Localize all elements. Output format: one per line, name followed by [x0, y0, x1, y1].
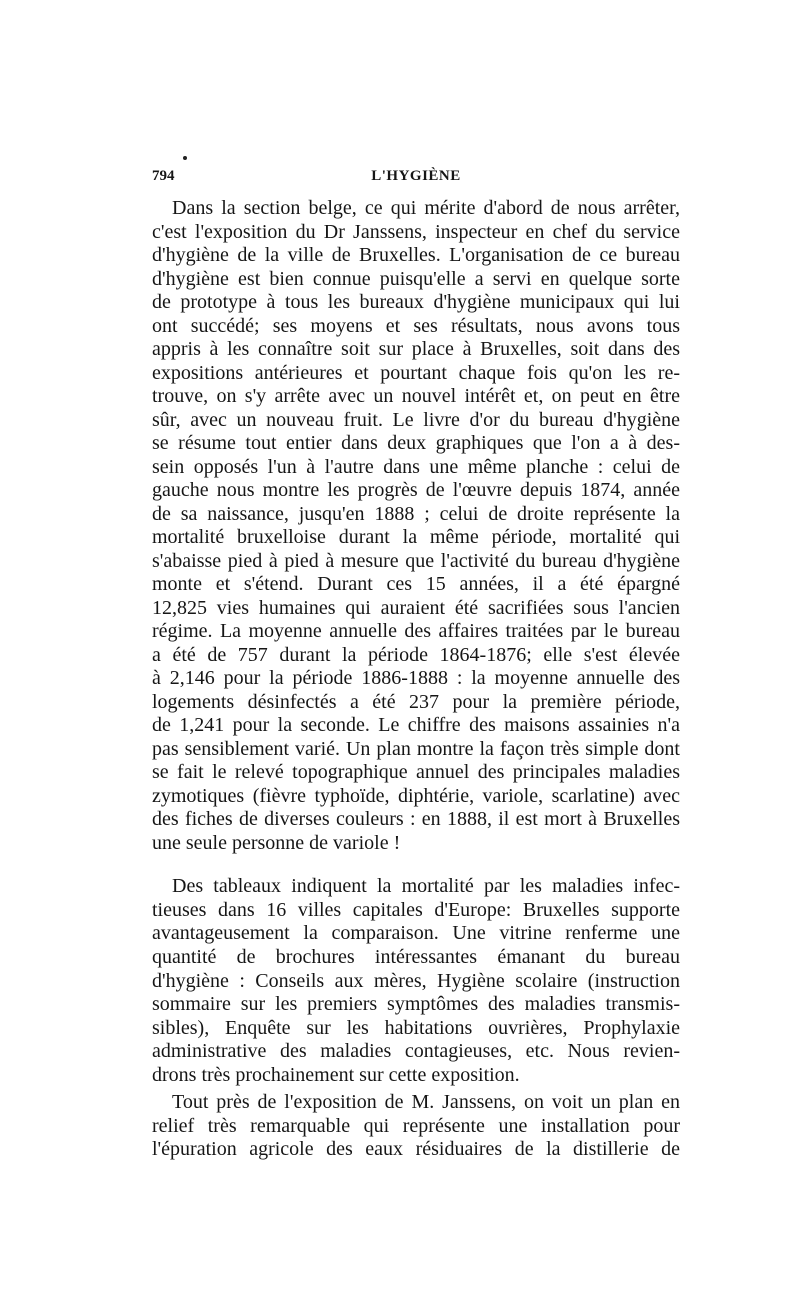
paragraph-spacing: [152, 855, 680, 875]
text-line: appris à les connaître soit sur place à Bruxelles, soit dans des: [152, 338, 680, 361]
text-line: monte et s'étend. Durant ces 15 années, il a été épargné: [152, 573, 680, 596]
text-line: l'épuration agricole des eaux résiduaires de la distillerie de: [152, 1138, 680, 1161]
text-line: gauche nous montre les progrès de l'œuvre depuis 1874, année: [152, 479, 680, 502]
page-number: 794: [152, 168, 175, 184]
ink-speck: [183, 156, 187, 160]
text-line: de sa naissance, jusqu'en 1888 ; celui de droite représente la: [152, 502, 680, 525]
text-line: zymotiques (fièvre typhoïde, diphtérie, variole, scarlatine) avec: [152, 784, 680, 807]
text-line: Tout près de l'exposition de M. Janssens, on voit un plan en: [172, 1091, 680, 1114]
text-line: Des tableaux indiquent la mortalité par les maladies infec-: [172, 875, 680, 898]
text-line: avantageusement la comparaison. Une vitrine renferme une: [152, 922, 680, 945]
text-line: logements désinfectés a été 237 pour la première période,: [152, 690, 680, 713]
text-line: régime. La moyenne annuelle des affaires traitées par le bureau: [152, 620, 680, 643]
text-line: sûr, avec un nouveau fruit. Le livre d'or du bureau d'hygiène: [152, 408, 680, 431]
text-line: une seule personne de variole !: [152, 831, 401, 854]
text-line: sein opposés l'un à l'autre dans une même planche : celui de: [152, 455, 680, 478]
text-line: sommaire sur les premiers symptômes des maladies transmis-: [152, 993, 680, 1016]
text-line: s'abaisse pied à pied à mesure que l'activité du bureau d'hygiène: [152, 549, 680, 572]
text-line: sibles), Enquête sur les habitations ouvrières, Prophylaxie: [152, 1016, 680, 1039]
text-line: à 2,146 pour la période 1886-1888 : la moyenne annuelle des: [152, 667, 680, 690]
text-line: pas sensiblement varié. Un plan montre la façon très simple dont: [152, 737, 680, 760]
text-line: Dans la section belge, ce qui mérite d'abord de nous arrêter,: [172, 197, 680, 219]
text-line: de 1,241 pour la seconde. Le chiffre des maisons assainies n'a: [152, 714, 680, 737]
text-line: trouve, on s'y arrête avec un nouvel intérêt et, on peut en être: [152, 385, 680, 408]
text-line: a été de 757 durant la période 1864-1876; elle s'est élevée: [152, 643, 680, 666]
text-line: se fait le relevé topographique annuel des principales maladies: [152, 761, 680, 784]
text-line: 12,825 vies humaines qui auraient été sacrifiées sous l'ancien: [152, 596, 680, 619]
text-line: d'hygiène : Conseils aux mères, Hygiène scolaire (instruction: [152, 969, 680, 992]
body-text: [152, 197, 680, 1162]
text-line: d'hygiène de la ville de Bruxelles. L'organisation de ce bureau: [152, 244, 680, 267]
paragraph-1: [152, 197, 680, 855]
paragraph-3: [152, 1091, 680, 1162]
text-line: c'est l'exposition du Dr Janssens, inspecteur en chef du service: [152, 220, 680, 243]
text-line: tieuses dans 16 villes capitales d'Europe: Bruxelles supporte: [152, 898, 680, 921]
text-line: quantité de brochures intéressantes émanant du bureau: [152, 945, 680, 968]
text-line: mortalité bruxelloise durant la même période, mortalité qui: [152, 526, 680, 549]
paragraph-2: [152, 875, 680, 1087]
text-line: relief très remarquable qui représente une installation pour: [152, 1114, 680, 1137]
text-line: des fiches de diverses couleurs : en 1888, il est mort à Bruxelles: [152, 808, 680, 831]
text-line: expositions antérieures et pourtant chaque fois qu'on les re-: [152, 361, 680, 384]
text-line: ont succédé; ses moyens et ses résultats, nous avons tous: [152, 314, 680, 337]
text-line: se résume tout entier dans deux graphiques que l'on a à des-: [152, 432, 680, 455]
text-line: de prototype à tous les bureaux d'hygiène municipaux qui lui: [152, 291, 680, 314]
text-line: drons très prochainement sur cette exposition.: [152, 1063, 520, 1086]
running-title: L'HYGIÈNE: [371, 168, 461, 184]
text-line: administrative des maladies contagieuses, etc. Nous revien-: [152, 1040, 680, 1063]
text-line: d'hygiène est bien connue puisqu'elle a servi en quelque sorte: [152, 267, 680, 290]
page-header: [152, 164, 680, 188]
